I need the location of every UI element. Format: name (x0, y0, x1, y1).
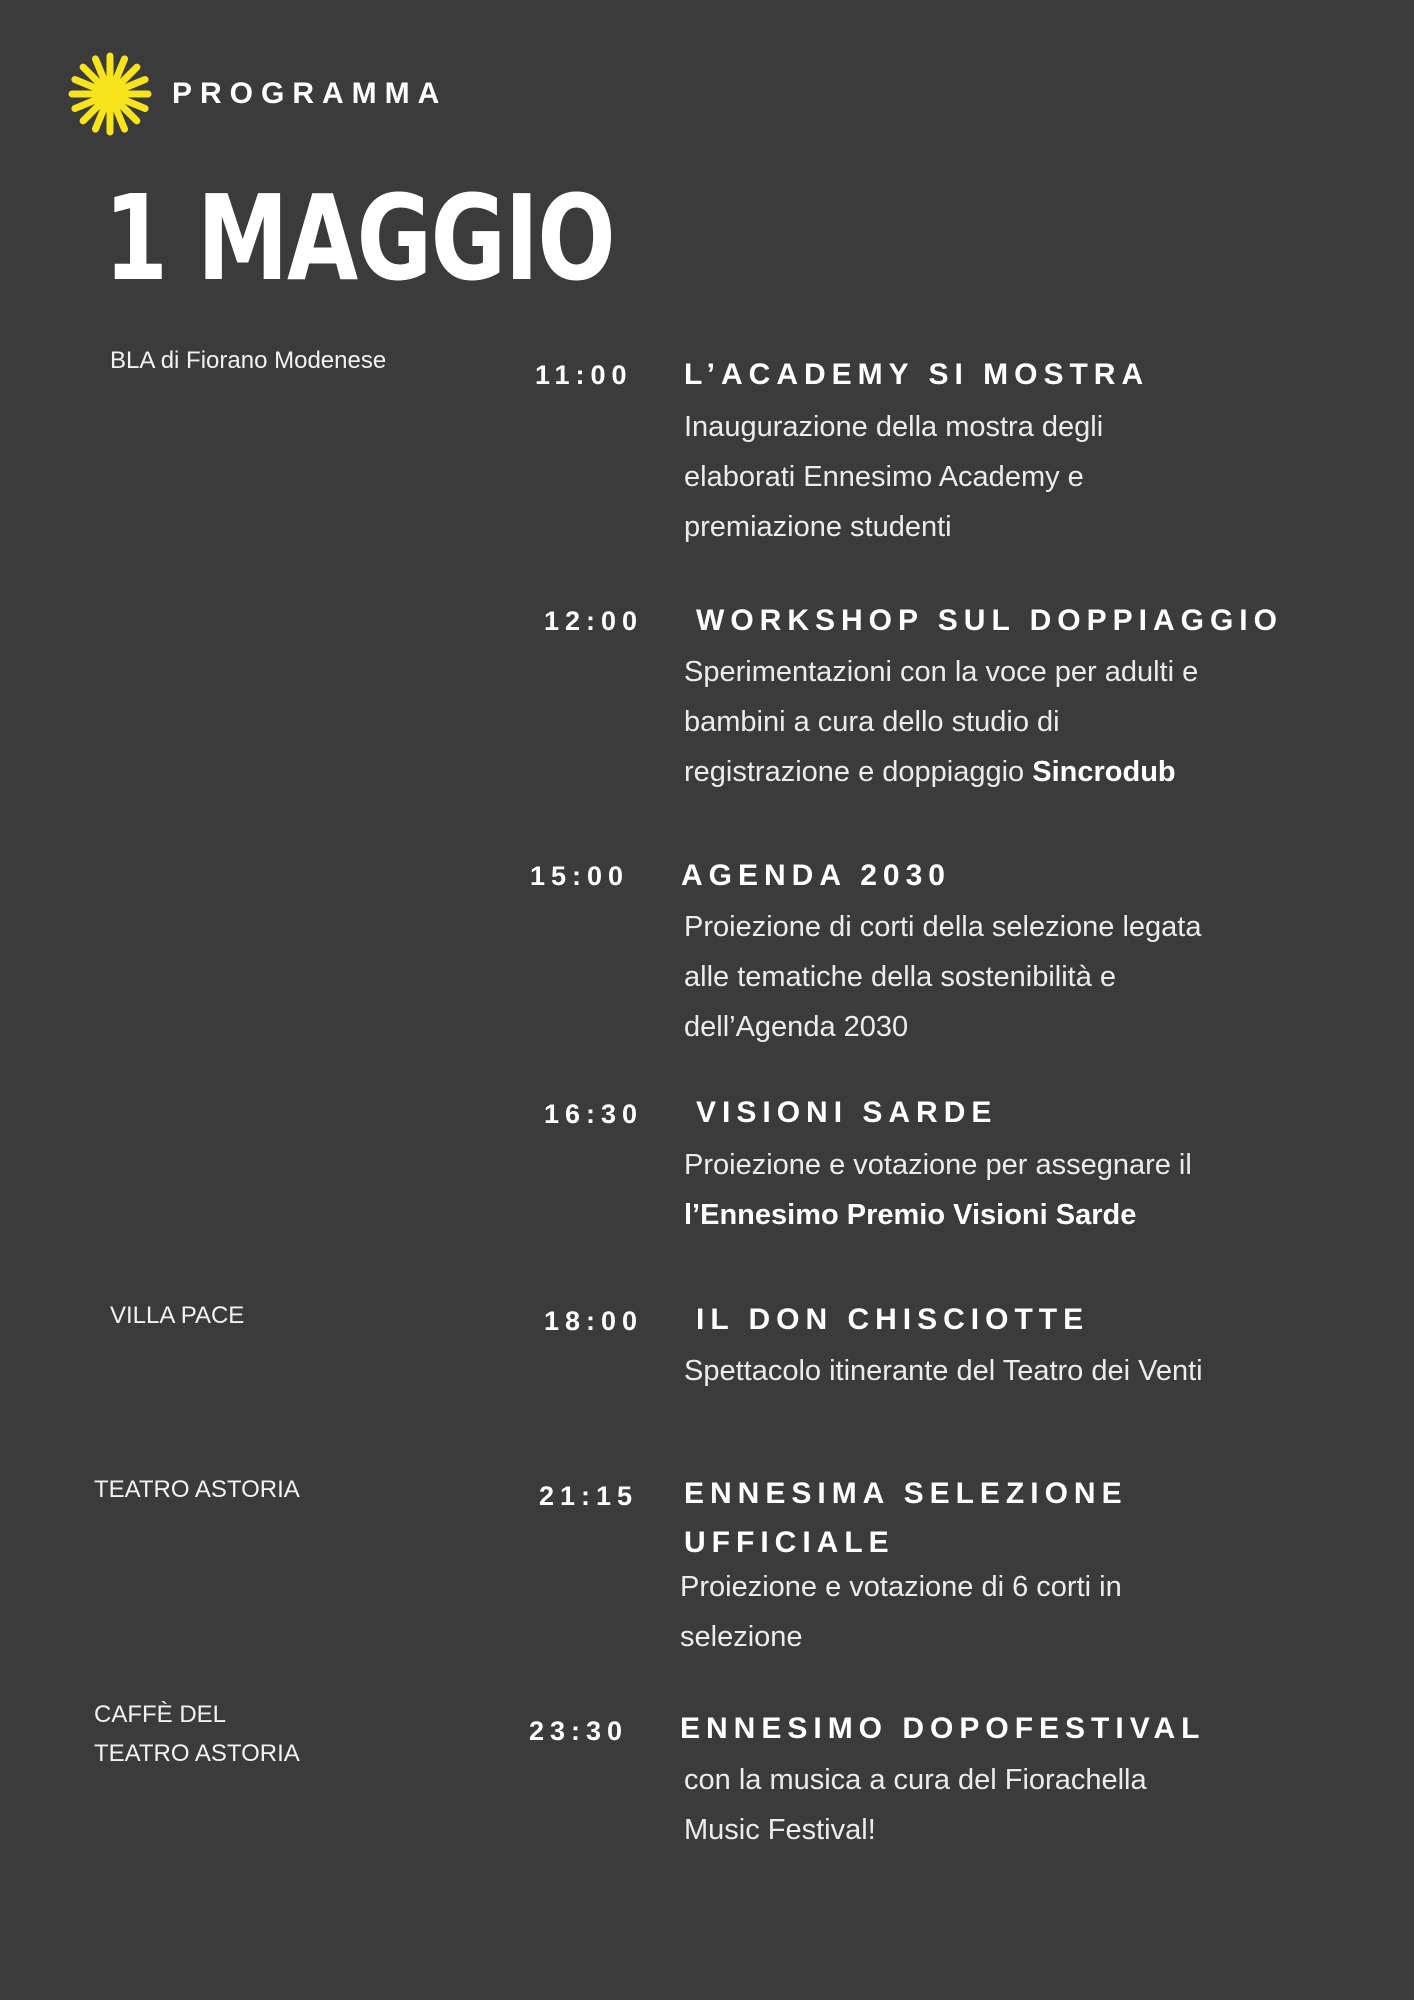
venue-teatro-astoria: TEATRO ASTORIA (94, 1476, 300, 1503)
event-time: 18:00 (544, 1306, 644, 1336)
event-description: Sperimentazioni con la voce per adulti e bambini a cura dello studio di registrazione e doppiaggio Sincrodub (684, 656, 1199, 788)
event-time: 15:00 (530, 861, 630, 891)
event-title: ENNESIMA SELEZIONE UFFICIALE (684, 1477, 1128, 1559)
studio-name: Sincrodub (1032, 756, 1176, 788)
venue-caffe-line2: TEATRO ASTORIA (94, 1740, 300, 1767)
venue-bla: BLA di Fiorano Modenese (110, 347, 387, 374)
event-title: VISIONI SARDE (696, 1096, 998, 1129)
event-title: L’ACADEMY SI MOSTRA (684, 358, 1150, 391)
event-title: IL DON CHISCIOTTE (696, 1303, 1090, 1336)
event-time: 16:30 (544, 1099, 644, 1129)
event-title: AGENDA 2030 (681, 859, 951, 892)
event-time: 23:30 (529, 1716, 629, 1746)
event-time: 21:15 (539, 1481, 639, 1511)
event-description: Spettacolo itinerante del Teatro dei Venti (684, 1355, 1203, 1387)
venue-caffe-line1: CAFFÈ DEL (94, 1701, 227, 1728)
event-description: Proiezione e votazione per assegnare il l’Ennesimo Premio Visioni Sarde (684, 1149, 1192, 1231)
event-time: 11:00 (535, 360, 633, 390)
event-title: ENNESIMO DOPOFESTIVAL (680, 1712, 1206, 1745)
event-title: WORKSHOP SUL DOPPIAGGIO (696, 604, 1283, 637)
event-description: Proiezione e votazione di 6 corti in selezione (680, 1571, 1122, 1653)
program-label: PROGRAMMA (172, 77, 448, 110)
award-name: l’Ennesimo Premio Visioni Sarde (684, 1199, 1137, 1231)
venue-villa-pace: VILLA PACE (110, 1302, 245, 1329)
event-description: Proiezione di corti della selezione legata alle tematiche della sostenibilità e dell’Agenda 2030 (684, 911, 1202, 1043)
program-header (68, 52, 447, 136)
page-title: 1 MAGGIO (104, 169, 615, 307)
sun-icon (68, 52, 152, 136)
event-time: 12:00 (544, 606, 644, 636)
event-description: Inaugurazione della mostra degli elaborati Ennesimo Academy e premiazione studenti (684, 411, 1104, 543)
event-description: con la musica a cura del Fiorachella Music Festival! (684, 1764, 1147, 1846)
